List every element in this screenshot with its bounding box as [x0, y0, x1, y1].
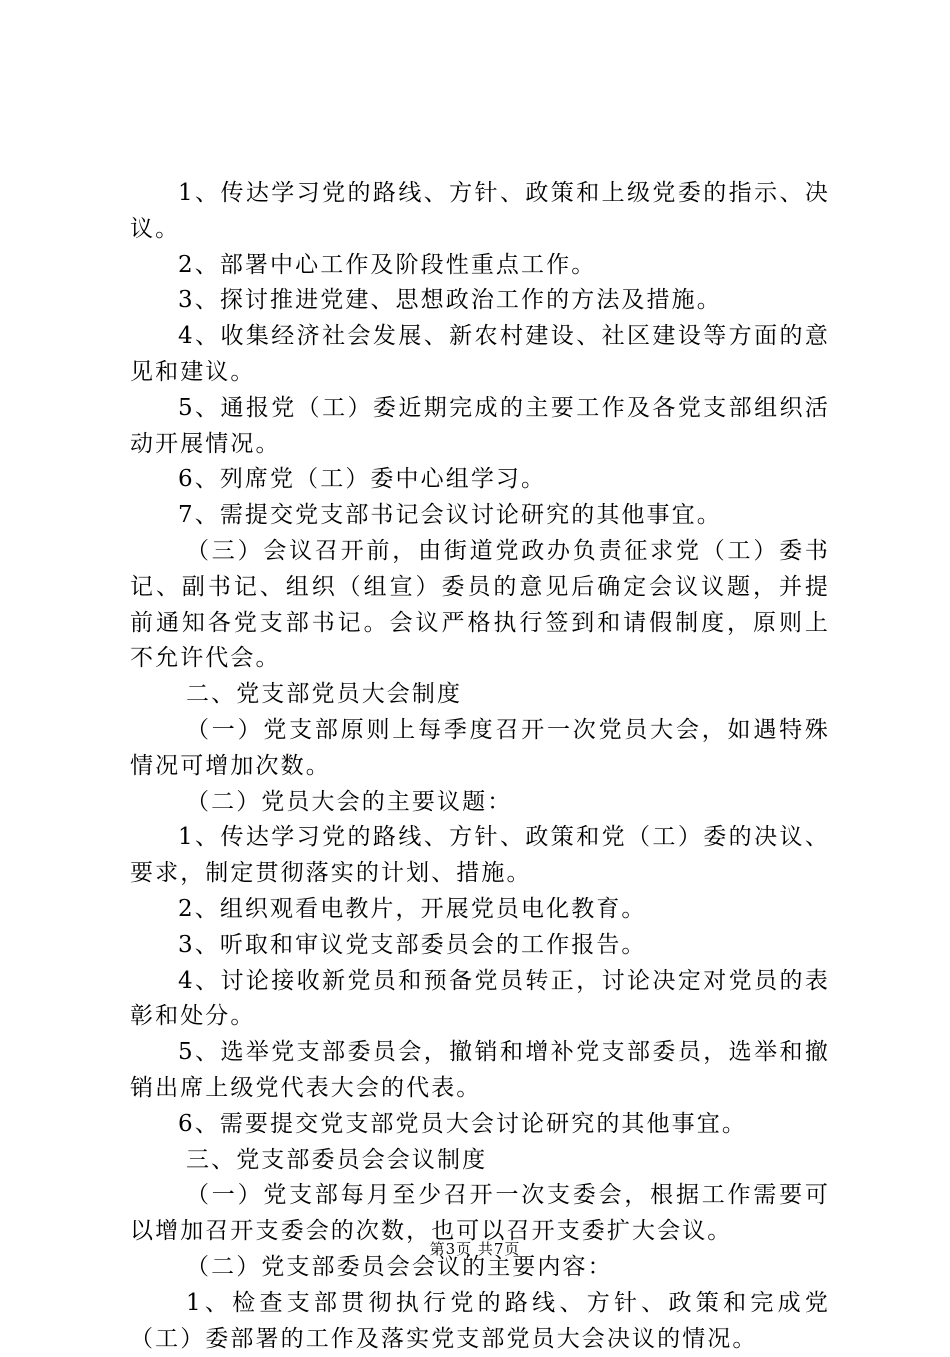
paragraph: 3、探讨推进党建、思想政治工作的方法及措施。	[178, 287, 722, 314]
paragraph: 4、收集经济社会发展、新农村建设、社区建设等方面的意见和建议。	[130, 323, 830, 385]
paragraph: 4、讨论接收新党员和预备党员转正，讨论决定对党员的表彰和处分。	[130, 967, 830, 1030]
paragraph: 5、选举党支部委员会，撤销和增补党支部委员，选举和撤销出席上级党代表大会的代表。	[130, 1039, 830, 1101]
paragraph: （一）党支部原则上每季度召开一次党员大会，如遇特殊情况可增加次数。	[130, 716, 830, 779]
paragraph: 3、听取和审议党支部委员会的工作报告。	[178, 931, 647, 958]
paragraph: （三）会议召开前，由街道党政办负责征求党（工）委书记、副书记、组织（组宣）委员的意见后确定会议议题，并提前通知各党支部书记。会议严格执行签到和请假制度，原则上不允许代会。	[130, 537, 830, 672]
section-heading: 二、党支部党员大会制度	[186, 681, 463, 708]
paragraph: 7、需提交党支部书记会议讨论研究的其他事宜。	[178, 502, 722, 529]
paragraph: 1、传达学习党的路线、方针、政策和上级党委的指示、决议。	[130, 180, 830, 242]
paragraph: 2、部署中心工作及阶段性重点工作。	[178, 251, 597, 278]
paragraph: 1、检查支部贯彻执行党的路线、方针、政策和完成党（工）委部署的工作及落实党支部党员大会决议的情况。	[130, 1289, 830, 1352]
paragraph: 6、列席党（工）委中心组学习。	[178, 466, 547, 493]
paragraph: 5、通报党（工）委近期完成的主要工作及各党支部组织活动开展情况。	[130, 394, 830, 457]
paragraph: 6、需要提交党支部党员大会讨论研究的其他事宜。	[178, 1110, 747, 1137]
paragraph: 2、组织观看电教片，开展党员电化教育。	[178, 895, 647, 922]
document-body	[130, 176, 830, 1357]
page-footer: 第3页 共7页	[429, 1240, 521, 1258]
paragraph: （一）党支部每月至少召开一次支委会，根据工作需要可以增加召开支委会的次数，也可以召开支委扩大会议。	[130, 1182, 830, 1245]
paragraph: （二）党员大会的主要议题：	[186, 788, 513, 815]
section-heading: 三、党支部委员会会议制度	[186, 1146, 488, 1173]
paragraph: 1、传达学习党的路线、方针、政策和党（工）委的决议、要求，制定贯彻落实的计划、措施。	[130, 824, 830, 887]
paragraph: （二）党支部委员会会议的主要内容：	[186, 1253, 613, 1280]
